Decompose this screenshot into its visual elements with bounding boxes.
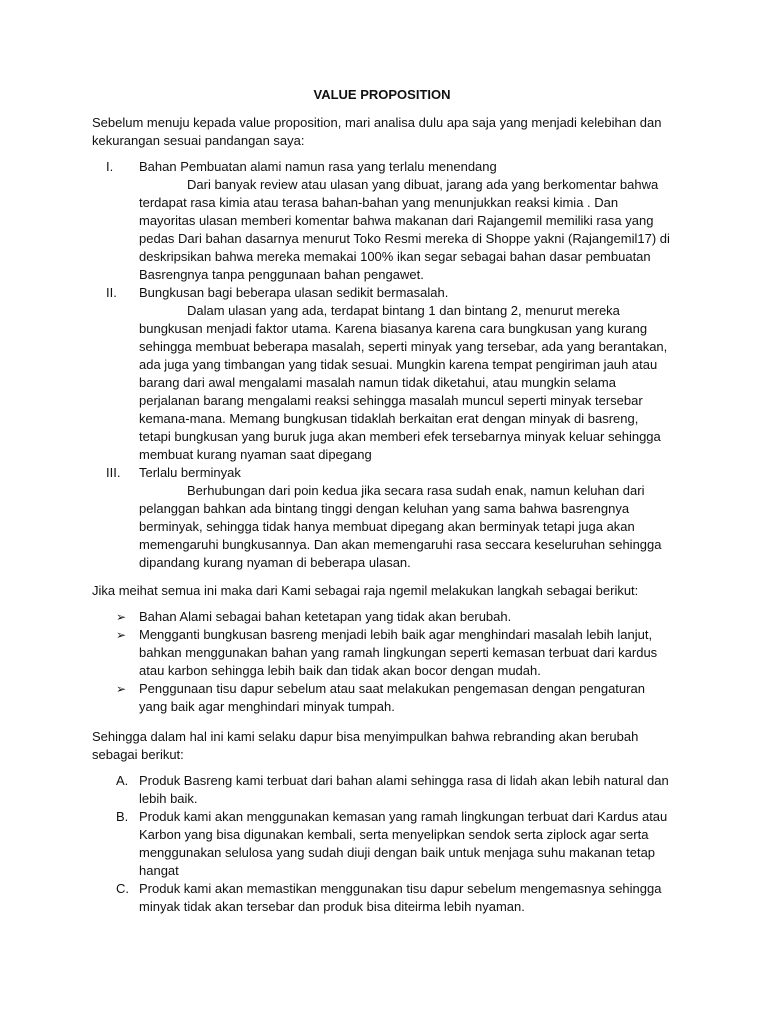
analysis-body: Dari banyak review atau ulasan yang dibuat, jarang ada yang berkomentar bahwa terdapat rasa kimia atau terasa bahan-bahan yang menunjukkan reaksi kimia . Dan mayoritas ulasan memberi komentar bahwa makanan dari Rajangemil memiliki rasa yang pedas Dari bahan dasarnya menurut Toko Resmi mereka di Shoppe yakni (Rajangemil17) di deskripsikan bahwa mereka memakai 100% ikan segar sebagai bahan dasar pembuatan Basrengnya tanpa penggunaan bahan pengawet.	[139, 177, 670, 282]
analysis-body: Dalam ulasan yang ada, terdapat bintang 1 dan bintang 2, menurut mereka bungkusan menjadi faktor utama. Karena biasanya karena cara bungkusan yang kurang sehingga membuat beberapa masalah, seperti minyak yang tersebar, ada yang berantakan, ada juga yang timbangan yang tidak sesuai. Mungkin karena tempat pengiriman jauh atau barang dari awal mengalami masalah namun tidak diketahui, atau mungkin selama perjalanan barang mengalami reaksi sehingga masalah muncul seperti minyak tersebar kemana-mana. Memang bungkusan tidaklah berkaitan erat dengan minyak di basreng, tetapi bungkusan yang buruk juga akan memberi efek tersebarnya minyak keluar sehingga membuat kurang nyaman saat dipegang	[139, 303, 668, 462]
conclusion-text: Produk kami akan menggunakan kemasan yang ramah lingkungan terbuat dari Kardus atau Karbon yang bisa digunakan kembali, serta menyelipkan sendok serta ziplock agar serta menggunakan selulosa yang sudah diuji dengan baik untuk menjaga suhu makanan tetap hangat	[139, 809, 668, 878]
arrow-bullet-icon: ➢	[116, 628, 127, 642]
analysis-number: II.	[106, 285, 117, 300]
document-title: VALUE PROPOSITION	[313, 87, 451, 102]
steps-list	[92, 608, 672, 716]
conclusion-item	[92, 880, 672, 916]
analysis-number: III.	[106, 465, 121, 480]
step-text: Mengganti bungkusan basreng menjadi lebih baik agar menghindari masalah lebih lanjut, bahkan menggunakan bahan yang ramah lingkungan seperti kemasan terbuat dari kardus atau karbon sehingga lebih baik dan tidak akan bocor dengan mudah.	[139, 627, 658, 678]
arrow-bullet-icon: ➢	[116, 610, 127, 624]
document-page	[92, 86, 672, 916]
analysis-heading: Bahan Pembuatan alami namun rasa yang terlalu menendang	[139, 159, 497, 174]
steps-intro-paragraph: Jika meihat semua ini maka dari Kami sebagai raja ngemil melakukan langkah sebagai berikut:	[92, 583, 639, 598]
conclusion-item	[92, 808, 672, 880]
conclusion-intro-paragraph: Sehingga dalam hal ini kami selaku dapur bisa menyimpulkan bahwa rebranding akan berubah sebagai berikut:	[92, 729, 639, 762]
analysis-number: I.	[106, 159, 114, 174]
arrow-bullet-icon: ➢	[116, 682, 127, 696]
step-item	[92, 626, 672, 680]
analysis-item	[92, 158, 672, 284]
conclusion-list	[92, 772, 672, 916]
step-text: Bahan Alami sebagai bahan ketetapan yang tidak akan berubah.	[139, 609, 512, 624]
analysis-body: Berhubungan dari poin kedua jika secara rasa sudah enak, namun keluhan dari pelanggan bahkan ada bintang tinggi dengan keluhan yang sama bahwa basrengnya berminyak, sehingga tidak hanya membuat dipegang akan berminyak tetapi juga akan memengaruhi bungkusannya. Dan akan memengaruhi rasa seccara keseluruhan sehingga dipandang kurang nyaman di beberapa ulasan.	[139, 483, 662, 570]
conclusion-letter: B.	[116, 809, 129, 824]
step-item	[92, 608, 672, 626]
analysis-heading: Bungkusan bagi beberapa ulasan sedikit bermasalah.	[139, 285, 449, 300]
step-text: Penggunaan tisu dapur sebelum atau saat melakukan pengemasan dengan pengaturan yang baik agar menghindari minyak tumpah.	[139, 681, 645, 714]
conclusion-text: Produk Basreng kami terbuat dari bahan alami sehingga rasa di lidah akan lebih natural dan lebih baik.	[139, 773, 669, 806]
analysis-list	[92, 158, 672, 572]
analysis-item	[92, 284, 672, 464]
conclusion-text: Produk kami akan memastikan menggunakan tisu dapur sebelum mengemasnya sehingga minyak tidak akan tersebar dan produk bisa diteirma lebih nyaman.	[139, 881, 662, 914]
conclusion-letter: A.	[116, 773, 129, 788]
intro-paragraph: Sebelum menuju kepada value proposition, mari analisa dulu apa saja yang menjadi kelebihan dan kekurangan sesuai pandangan saya:	[92, 115, 662, 148]
conclusion-letter: C.	[116, 881, 129, 896]
analysis-item	[92, 464, 672, 572]
analysis-heading: Terlalu berminyak	[139, 465, 241, 480]
conclusion-item	[92, 772, 672, 808]
step-item	[92, 680, 672, 716]
